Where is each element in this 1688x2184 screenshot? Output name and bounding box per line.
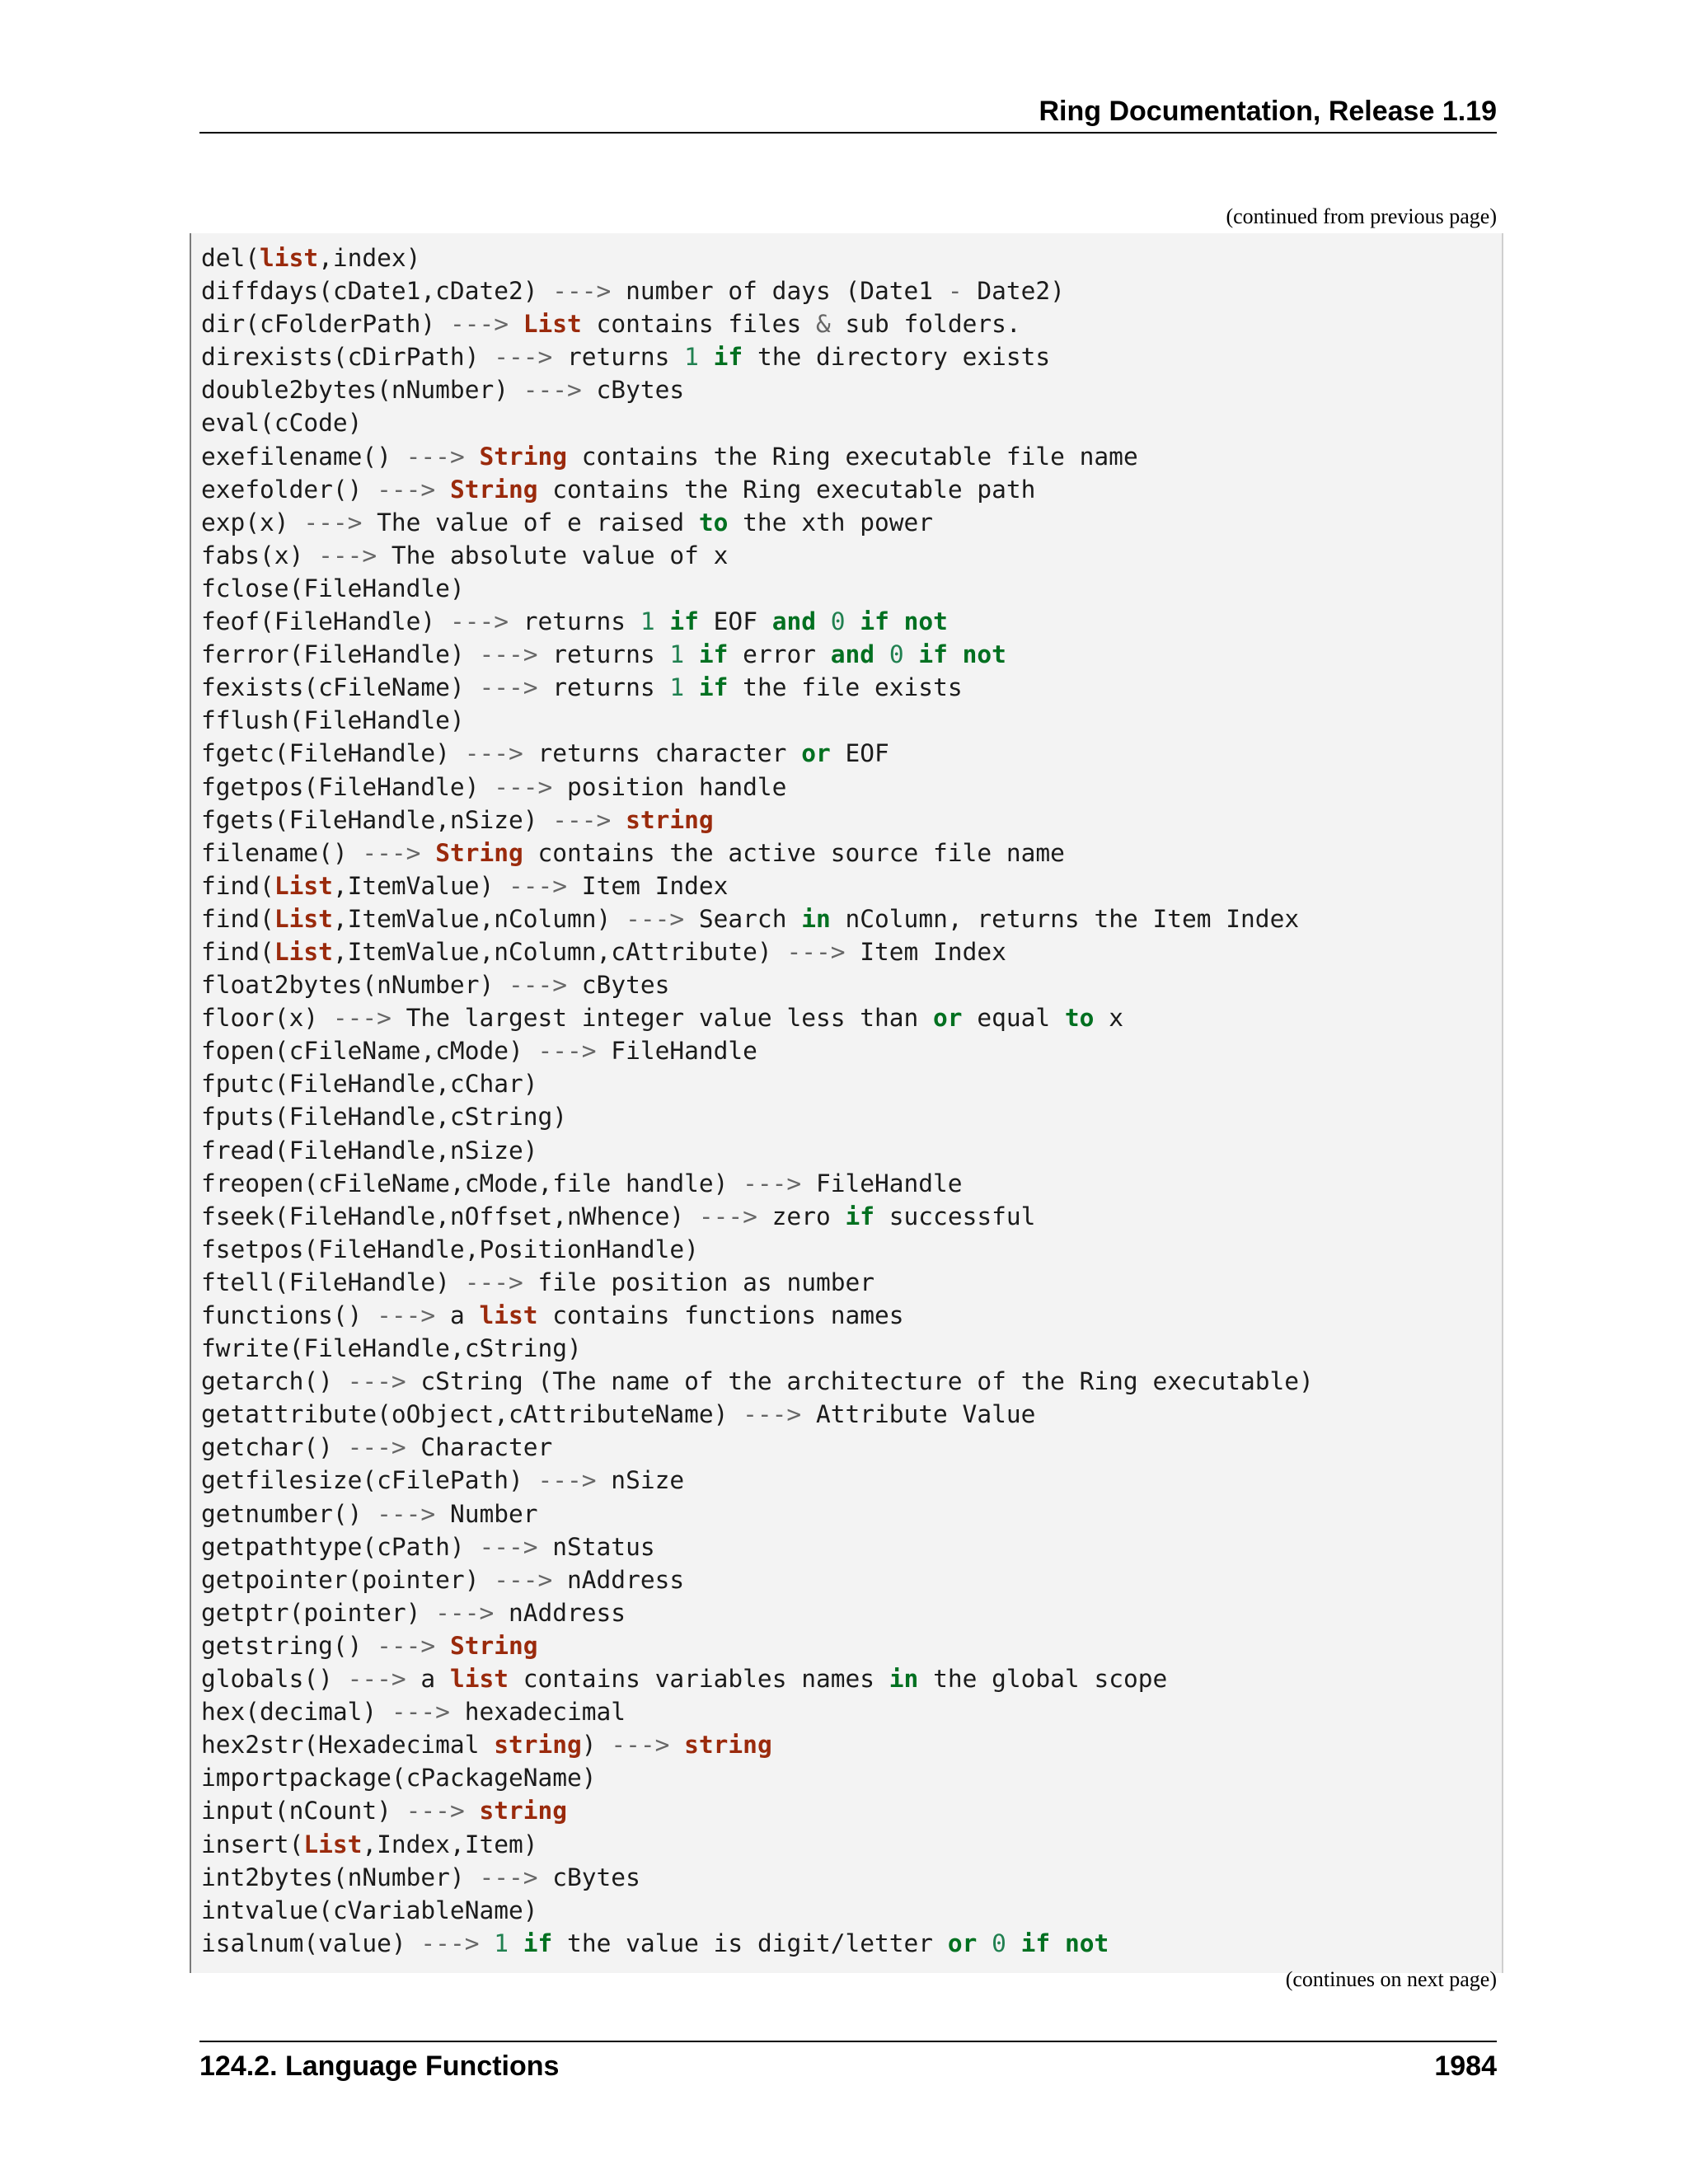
code-token: importpackage(cPackageName) [201,1764,597,1793]
code-token: getnumber() [201,1499,377,1528]
code-token: ---> [479,1863,538,1891]
code-line [201,935,1502,968]
code-token: Item Index [567,871,729,900]
code-token [948,640,963,668]
code-token: getarch() [201,1367,348,1396]
code-token: ,index) [318,244,421,272]
code-line [201,1596,1502,1629]
code-line [201,869,1502,902]
code-line [201,506,1502,539]
code-token: ---> [347,1433,406,1462]
code-token: error [728,640,831,669]
code-token: Attribute Value [801,1400,1036,1429]
code-line [201,473,1502,506]
code-token: eval(cCode) [201,409,363,438]
code-token: FileHandle [801,1169,963,1197]
code-line [201,837,1502,869]
code-token: the xth power [728,508,934,537]
code-token: 0 [889,640,904,669]
code-token: the value is digit/letter [552,1929,948,1957]
code-token: ---> [362,838,421,867]
code-token: 1 [494,1929,509,1957]
code-line [201,1695,1502,1728]
code-line [201,1894,1502,1927]
code-token: ,Index,Item) [362,1830,538,1858]
code-token: insert( [201,1830,304,1858]
code-token: ---> [377,1301,436,1329]
page-header [199,92,1497,134]
code-token: & [815,310,831,339]
code-token: file position as number [523,1268,875,1296]
code-token: fopen(cFileName,cMode) [201,1037,538,1066]
code-token: 1 [684,343,699,372]
code-token: ---> [406,442,465,471]
code-token: to [1064,1004,1095,1033]
code-token: getptr(pointer) [201,1598,436,1627]
code-line [201,572,1502,605]
code-token: ---> [435,1598,495,1627]
code-token: getfilesize(cFilePath) [201,1466,538,1495]
code-line [201,274,1502,307]
code-line [201,1200,1502,1233]
code-line [201,406,1502,439]
code-token: not [903,607,948,636]
page-number: 1984 [1434,2050,1497,2082]
code-token: ---> [479,640,538,669]
code-token: ---> [509,871,568,900]
code-token: dir(cFolderPath) [201,310,450,339]
code-token: FileHandle [596,1037,757,1066]
code-token: ---> [698,1202,757,1230]
code-token: ---> [626,904,685,933]
code-token: the file exists [728,673,963,702]
code-token: exefolder() [201,475,377,504]
code-token: input(nCount) [201,1797,406,1825]
code-token: fflush(FileHandle) [201,706,465,735]
code-token: ---> [464,739,523,768]
code-line [201,968,1502,1001]
code-token: ,ItemValue,nColumn) [332,904,626,933]
code-line [201,1794,1502,1827]
code-token [874,640,889,668]
code-token: fsetpos(FileHandle,PositionHandle) [201,1235,699,1263]
code-token: ---> [494,1565,553,1594]
code-token: ---> [391,1698,450,1727]
code-token: ---> [523,376,582,405]
code-token: 0 [992,1929,1006,1957]
code-token: double2bytes(nNumber) [201,376,523,405]
code-token: returns [552,343,685,372]
code-token: ---> [537,1037,597,1066]
code-token: The largest integer value less than [391,1004,934,1033]
code-line [201,737,1502,770]
code-token: list [479,1301,538,1329]
code-token: fgetc(FileHandle) [201,739,465,768]
code-token: if [698,640,729,669]
code-token [509,1929,523,1957]
code-token: feof(FileHandle) [201,607,450,636]
code-token: float2bytes(nNumber) [201,971,509,1000]
code-token: cBytes [581,376,685,405]
code-token: list [449,1665,509,1694]
code-line [201,1332,1502,1365]
code-token: nAddress [494,1598,626,1627]
code-line [201,1365,1502,1398]
code-token [655,607,670,635]
code-token: String [449,1631,538,1660]
code-token: a [406,1665,450,1694]
code-token: ---> [494,772,553,801]
code-token: ---> [377,1631,436,1660]
code-token: contains the Ring executable path [537,475,1036,504]
code-token [435,476,450,504]
code-token: List [303,1830,363,1858]
code-token: del( [201,244,260,272]
code-token: ---> [318,541,377,569]
code-token: List [274,904,333,933]
section-title: 124.2. Language Functions [199,2050,560,2082]
code-token: ---> [377,475,436,504]
code-token [611,806,626,834]
code-token: ---> [464,1268,523,1296]
code-token: returns character [523,739,802,768]
code-token: 1 [640,607,655,636]
code-token: ---> [479,1532,538,1561]
code-line [201,440,1502,473]
code-token: returns [508,607,640,636]
code-token: intvalue(cVariableName) [201,1896,538,1924]
code-token: hex2str(Hexadecimal [201,1731,495,1760]
code-token: Item Index [845,937,1006,966]
code-token: number of days (Date1 [611,277,948,306]
code-token: ) [581,1731,612,1760]
code-token: List [274,937,333,966]
code-token: ---> [552,805,612,834]
code-token: filename() [201,838,363,867]
code-line [201,1266,1502,1299]
code-line [201,605,1502,638]
code-token: string [626,805,714,834]
code-token [479,1929,494,1957]
code-line [201,1398,1502,1431]
code-token: Date2) [962,277,1065,306]
code-token: string [479,1797,568,1825]
code-token: equal [962,1004,1065,1033]
code-line [201,1167,1502,1200]
code-token: fgets(FileHandle,nSize) [201,805,553,834]
code-token: String [449,475,538,504]
code-token: 0 [830,607,846,636]
code-line [201,373,1502,406]
code-token: string [684,1731,772,1760]
code-token: ---> [611,1731,670,1760]
code-token: diffdays(cDate1,cDate2) [201,277,553,306]
code-line [201,804,1502,837]
code-token: 1 [669,640,685,669]
code-line [201,638,1502,671]
code-token: or [947,1929,978,1957]
code-token: fwrite(FileHandle,cString) [201,1334,582,1363]
code-token: nColumn, returns the Item Index [830,904,1300,933]
code-token [465,1797,480,1825]
code-line [201,1233,1502,1266]
code-line [201,1100,1502,1133]
code-token: getpathtype(cPath) [201,1532,480,1561]
code-token: ---> [406,1797,465,1825]
code-token: ferror(FileHandle) [201,640,480,669]
code-token: exp(x) [201,508,304,537]
code-token: the global scope [918,1665,1168,1694]
code-token: if [669,607,699,636]
code-line [201,1001,1502,1034]
code-line [201,1034,1502,1067]
code-token: isalnum(value) [201,1929,421,1957]
code-token: nStatus [537,1532,655,1561]
code-token: - [947,277,963,306]
code-token: The value of e raised [362,508,699,537]
code-token [699,343,714,371]
code-line [201,704,1502,737]
code-token: ---> [332,1004,392,1033]
code-token: The absolute value of x [377,541,729,569]
code-token: getpointer(pointer) [201,1565,495,1594]
code-token: x [1094,1004,1123,1033]
code-token: String [435,838,523,867]
code-token: and [771,607,817,636]
code-token: contains variables names [509,1665,889,1694]
code-token: and [830,640,875,669]
code-line [201,1530,1502,1563]
code-token [1050,1929,1065,1957]
code-token: successful [874,1202,1036,1230]
code-token: ---> [420,1929,480,1957]
page-footer [199,2041,1497,2092]
code-line [201,1728,1502,1761]
code-token: if [1020,1929,1051,1957]
code-token [435,1632,450,1660]
code-token: fexists(cFileName) [201,673,480,702]
code-token: find( [201,937,274,966]
code-line [201,1861,1502,1894]
code-token: cBytes [537,1863,640,1891]
code-line [201,307,1502,340]
code-line [201,1828,1502,1861]
code-token: find( [201,871,274,900]
code-token [846,607,860,635]
code-token: if [845,1202,875,1230]
code-token: getstring() [201,1631,377,1660]
code-line [201,539,1502,572]
code-token [465,443,480,471]
code-token: ---> [743,1400,802,1429]
code-token: fread(FileHandle,nSize) [201,1136,538,1165]
code-token: String [479,442,568,471]
code-token: ---> [347,1367,406,1396]
code-token: ftell(FileHandle) [201,1268,465,1296]
code-token: ---> [786,937,846,966]
code-token: hexadecimal [449,1698,626,1727]
code-line [201,1563,1502,1596]
code-token: in [889,1665,919,1694]
code-token: fgetpos(FileHandle) [201,772,495,801]
code-token: 1 [669,673,685,702]
code-token: ---> [552,277,612,306]
code-token: ---> [377,1499,436,1528]
code-token: EOF [698,607,772,636]
code-token: fputc(FileHandle,cChar) [201,1070,538,1099]
code-token [509,310,523,338]
code-token: nSize [596,1466,685,1495]
code-token: floor(x) [201,1004,333,1033]
code-line [201,1067,1502,1100]
code-token: sub folders. [830,310,1021,339]
code-token: ,ItemValue,nColumn,cAttribute) [332,937,787,966]
code-token: the directory exists [743,343,1051,372]
code-token [904,640,919,668]
code-line [201,1299,1502,1332]
code-token: not [1064,1929,1109,1957]
code-token: functions() [201,1301,377,1329]
code-token: List [523,310,582,339]
code-token [1006,1929,1021,1957]
code-token: ---> [537,1466,597,1495]
continued-from-note: (continued from previous page) [1226,204,1497,228]
code-line [201,1464,1502,1497]
code-token: getchar() [201,1433,348,1462]
code-token [684,673,699,701]
code-line [201,1761,1502,1794]
code-token: cBytes [567,971,670,1000]
continues-on-note: (continues on next page) [1285,1967,1497,1991]
code-line [201,241,1502,274]
code-token: getattribute(oObject,cAttributeName) [201,1400,743,1429]
code-token: nAddress [552,1565,685,1594]
code-token: contains the active source file name [523,838,1065,867]
code-token: contains functions names [537,1301,904,1329]
code-token: if [698,673,729,702]
code-token: returns [537,640,670,669]
code-token [816,607,831,635]
code-token [669,1731,684,1759]
code-token [889,607,904,635]
code-token: find( [201,904,274,933]
code-token: or [933,1004,963,1033]
code-token: List [274,871,333,900]
code-line [201,1629,1502,1662]
code-token: fseek(FileHandle,nOffset,nWhence) [201,1202,699,1230]
code-token: Character [406,1433,553,1462]
code-token: Number [435,1499,538,1528]
code-token: ---> [449,607,509,636]
code-line [201,671,1502,704]
code-token: ---> [347,1665,406,1694]
code-token: a [435,1301,480,1329]
code-token: ---> [479,673,538,702]
code-line [201,1497,1502,1530]
code-line [201,902,1502,935]
code-line [201,771,1502,804]
code-token: ---> [303,508,363,537]
code-token: contains files [581,310,816,339]
code-token: not [962,640,1006,669]
code-token: fclose(FileHandle) [201,574,465,602]
code-token: if [860,607,889,636]
code-token: Search [684,904,802,933]
code-token [977,1929,992,1957]
code-token: ---> [508,971,568,1000]
code-token: if [918,640,948,669]
code-token: string [494,1731,582,1760]
code-token: list [260,244,319,272]
code-line [201,1431,1502,1464]
code-token: contains the Ring executable file name [567,442,1138,471]
code-token [684,640,699,668]
code-token: if [713,343,743,372]
code-token: ---> [449,310,509,339]
code-token: ---> [494,343,553,372]
code-token: fputs(FileHandle,cString) [201,1103,568,1132]
code-token: ,ItemValue) [332,871,509,900]
code-token: zero [757,1202,846,1230]
code-line [201,1662,1502,1695]
code-token: globals() [201,1665,348,1694]
code-block [190,233,1503,1973]
code-line [201,1134,1502,1167]
code-token: direxists(cDirPath) [201,343,495,372]
code-token: position handle [552,772,787,801]
code-token: to [698,508,729,537]
code-token: if [523,1929,553,1957]
code-token: EOF [830,739,889,768]
code-token: cString (The name of the architecture of the Ring executable) [406,1367,1314,1396]
code-token: hex(decimal) [201,1698,392,1727]
code-token: returns [537,673,670,702]
code-token: freopen(cFileName,cMode,file handle) [201,1169,743,1197]
code-token: in [801,904,831,933]
code-token: fabs(x) [201,541,319,569]
code-line [201,1927,1502,1960]
code-token: ---> [743,1169,802,1197]
code-token: or [801,739,831,768]
code-token [420,839,435,867]
code-token: int2bytes(nNumber) [201,1863,480,1891]
document-title: Ring Documentation, Release 1.19 [1039,96,1497,127]
code-line [201,340,1502,373]
code-token: exefilename() [201,442,406,471]
